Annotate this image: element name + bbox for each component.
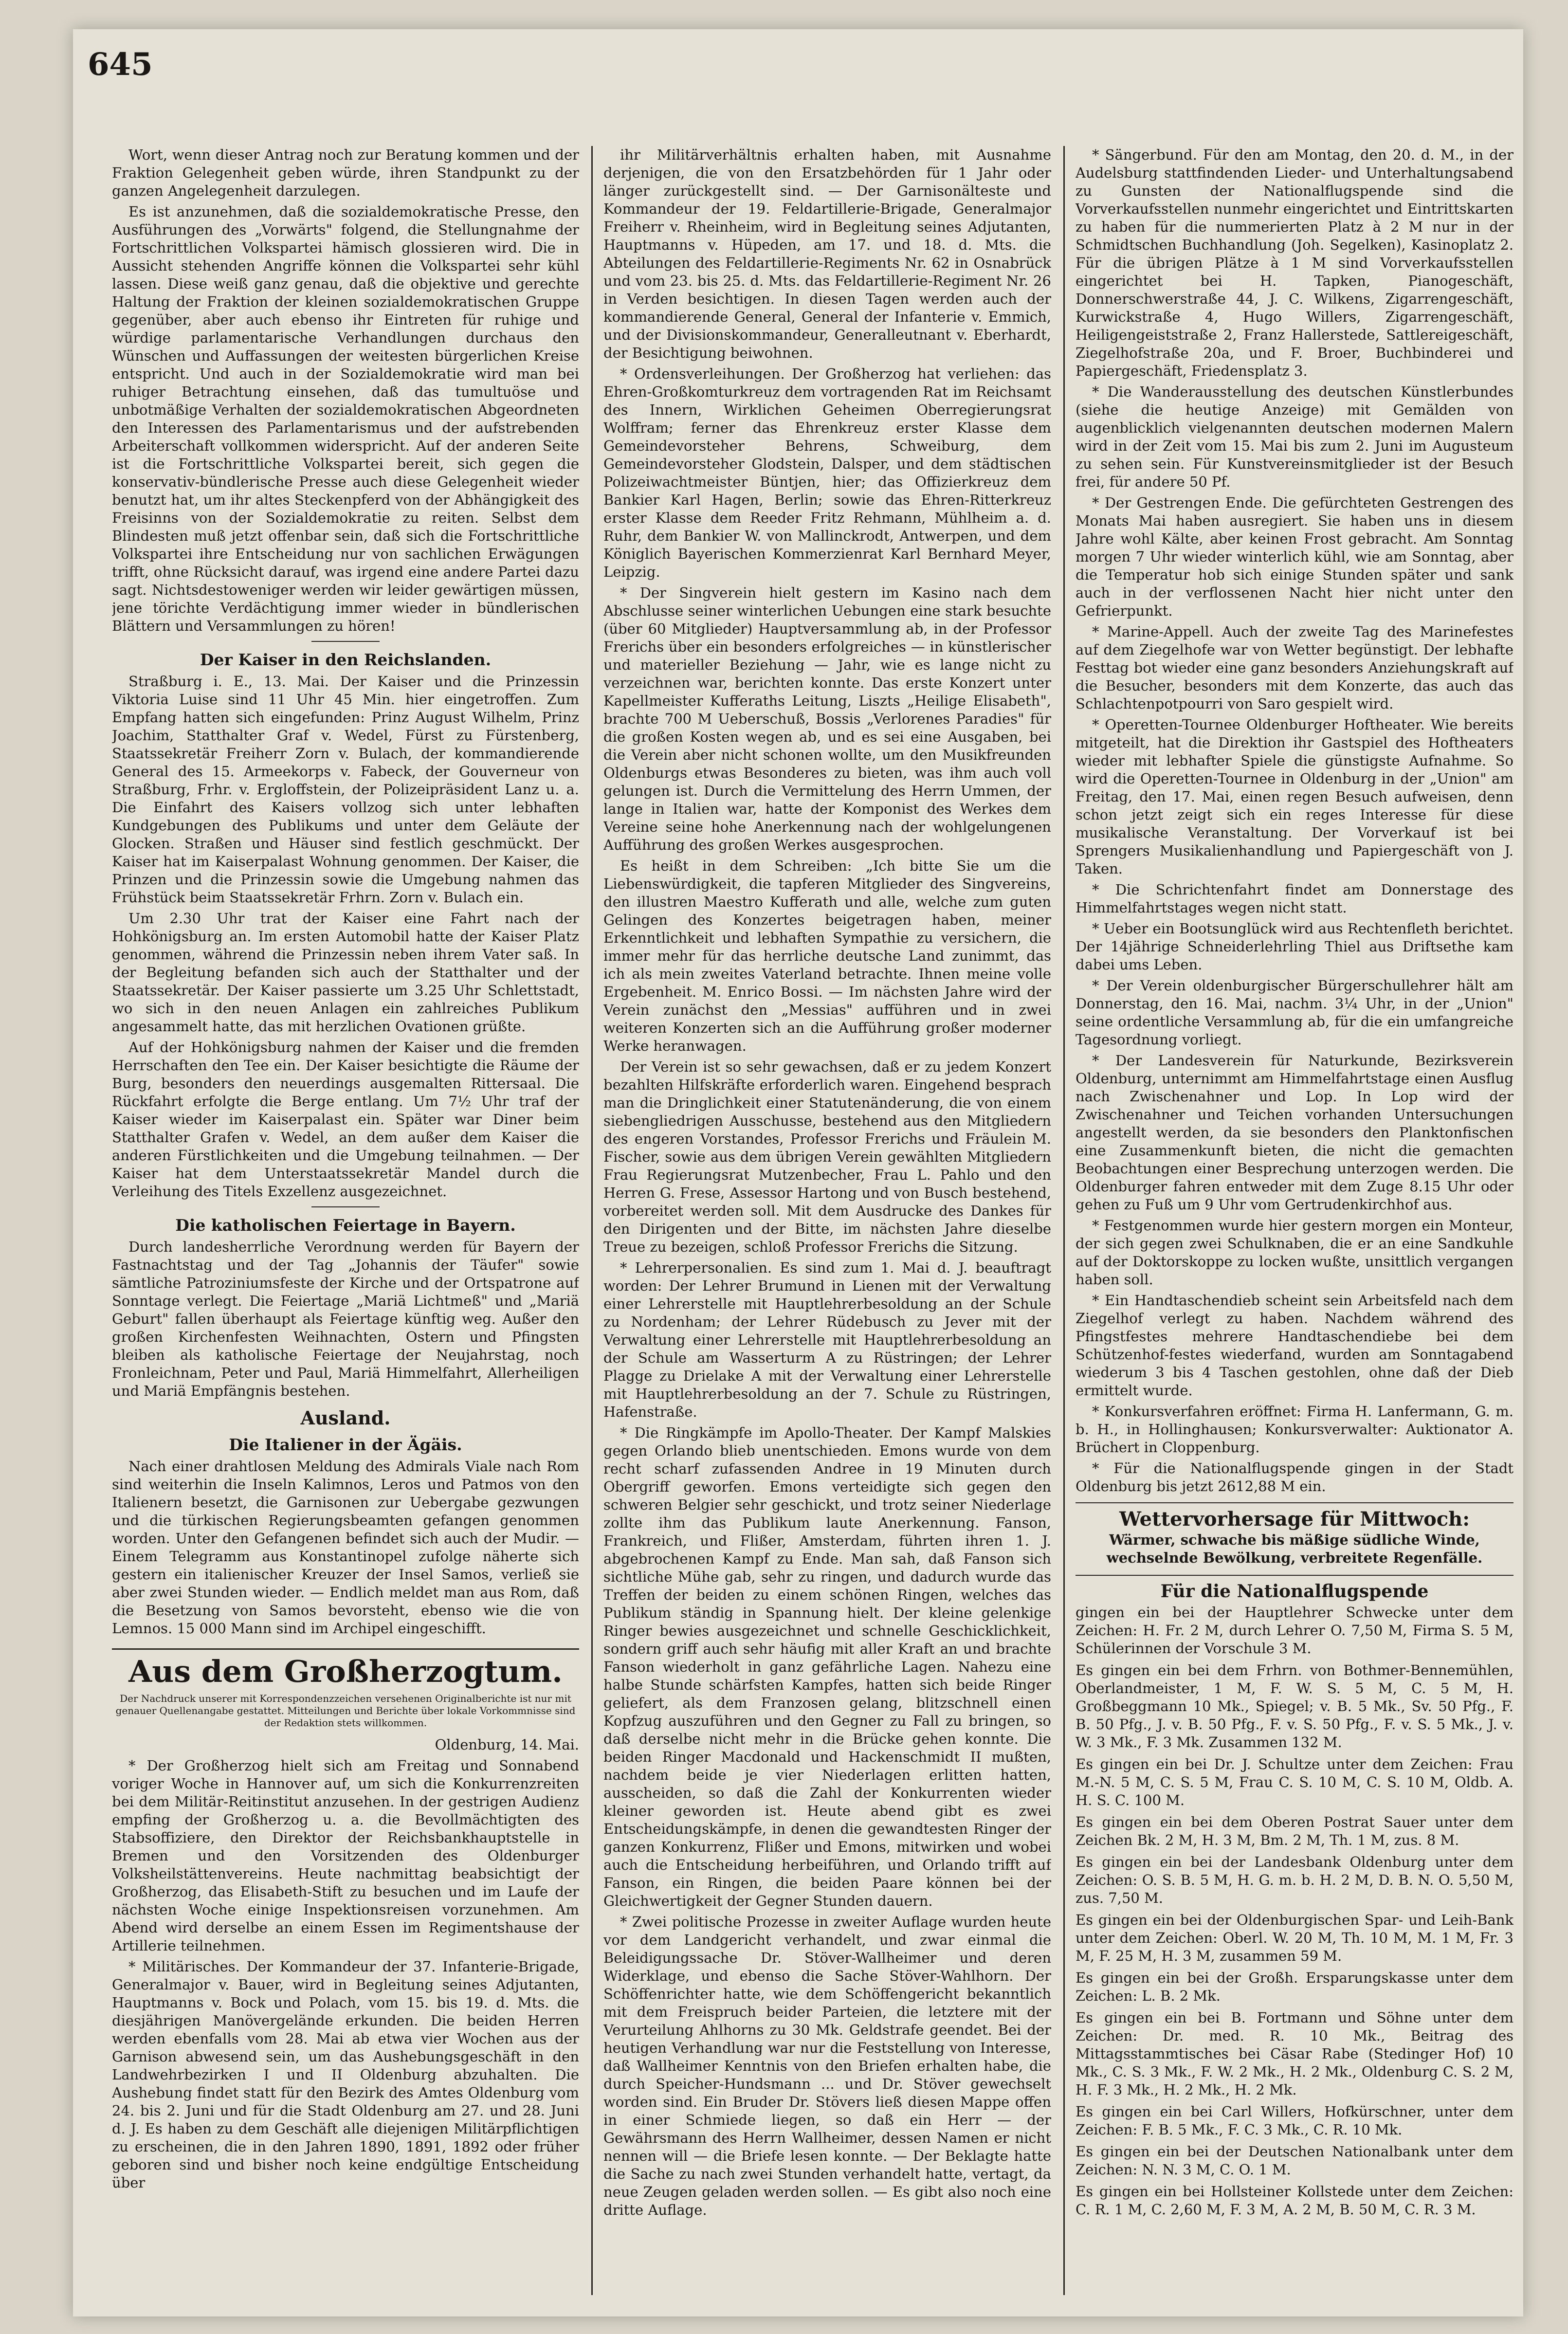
- article-paragraph: * Militärisches. Der Kommandeur der 37. Infanterie-Brigade, Generalmajor v. Bauer, wird in Begleitung seines Adjutanten, Hauptmanns v. Bock und Polach, vom 15. bis 19. d. Mts. die diesjährigen Manövergelände erkunden. Die beiden Herren werden ebenfalls vom 28. Mai ab etwa vier Wochen aus der Garnison abwesend sein, um das Aushebungsgeschäft in den Landwehrbezirken I und II Oldenburg abzuhalten. Die Aushebung findet statt für den Bezirk des Amtes Oldenburg vom 24. bis 2. Juni und für die Stadt Oldenburg am 27. und 28. Juni d. J. Es haben zu dem Geschäft alle diejenigen Militärpflichtigen zu erscheinen, die in den Jahren 1890, 1891, 1892 oder früher geboren sind und bisher noch keine endgültige Entscheidung über: [112, 1958, 579, 2191]
- donation-entry: Es gingen ein bei Carl Willers, Hofkürschner, unter dem Zeichen: F. B. 5 Mk., F. C. 3 Mk., C. R. 10 Mk.: [1076, 2103, 1513, 2138]
- section-heading: Für die Nationalflugspende: [1160, 1581, 1429, 1602]
- section-heading: Ausland.: [300, 1407, 391, 1429]
- weather-forecast: Wärmer, schwache bis mäßige südliche Winde, wechselnde Bewölkung, verbreitete Regenfälle.: [1106, 1532, 1483, 1566]
- article-paragraph: * Der Gestrengen Ende. Die gefürchteten Gestrengen des Monats Mai haben ausregiert. Sie haben uns in diesem Jahre wohl Kälte, aber keinen Frost gebracht. Am Sonntag morgen 7 Uhr wieder winterlich kühl, wie am Sonntag, aber die Temperatur hob sich einige Stunden später und sank auch in der verflossenen Nacht hier nicht unter den Gefrierpunkt.: [1076, 494, 1513, 619]
- article-paragraph: Es ist anzunehmen, daß die sozialdemokratische Presse, den Ausführungen des „Vorwärts" folgend, die Stellungnahme der Fortschrittlichen Volkspartei hämisch glossieren wird. Die in Aussicht stehenden Angriffe können die Volkspartei sehr kühl lassen. Diese weiß ganz genau, daß die objektive und gerechte Haltung der Fraktion der kleinen sozialdemokratischen Gruppe gegenüber, aber auch ebenso ihr Eintreten für ruhige und würdige parlamentarische Verhandlungen durchaus den Wünschen und Auffassungen der weitesten bürgerlichen Kreise entspricht. Und auch in der Sozialdemokratie wird man bei ruhiger Betrachtung einsehen, daß das tumultuöse und unbotmäßige Verhalten der sozialdemokratischen Abgeordneten den Interessen des Parlamentarismus und der aufstrebenden Arbeiterschaft vollkommen widerspricht. Auf der anderen Seite ist die Fortschrittliche Volkspartei bereit, sich gegen die konservativ-bündlerische Presse auch diese Gelegenheit wieder benutzt hat, um ihr altes Steckenpferd von der Abhängigkeit des Freisinns von der Sozialdemokratie zu reiten. Selbst dem Blindesten muß jetzt offenbar sein, daß sich die Fortschrittliche Volkspartei ihre Entscheidung nur von sachlichen Erwägungen trifft, ohne Rücksicht darauf, was irgend eine andere Partei dazu sagt. Nichtsdestoweniger werden wir leider gewärtigen müssen, jene törichte Verdächtigung immer wieder in bündlerischen Blättern und Versammlungen zu hören!: [112, 203, 579, 634]
- article-paragraph: Auf der Hohkönigsburg nahmen der Kaiser und die fremden Herrschaften den Tee ein. Der Kaiser besichtigte die Räume der Burg, besonders den neuerdings ausgemalten Rittersaal. Die Rückfahrt erfolgte die Berge entlang. Um 7½ Uhr traf der Kaiser wieder im Kaiserpalast ein. Später war Diner beim Statthalter Grafen v. Wedel, an dem außer dem Kaiser die anderen Fürstlichkeiten und die Umgebung teilnahmen. — Der Kaiser hat dem Unterstaatssekretär Mandel durch die Verleihung des Titels Exzellenz ausgezeichnet.: [112, 1039, 579, 1200]
- article-paragraph: * Ueber ein Bootsunglück wird aus Rechtenfleth berichtet. Der 14jährige Schneiderlehrling Thiel aus Driftsethe kam dabei ums Leben.: [1076, 920, 1513, 973]
- donation-entry: Es gingen ein bei dem Oberen Postrat Sauer unter dem Zeichen Bk. 2 M, H. 3 M, Bm. 2 M, Th. 1 M, zus. 8 M.: [1076, 1814, 1513, 1848]
- article-paragraph: Es heißt in dem Schreiben: „Ich bitte Sie um die Liebenswürdigkeit, die tapferen Mitglieder des Singvereins, den illustren Maestro Kufferath und alle, welche zum guten Gelingen des Konzertes beigetragen haben, meiner Erkenntlichkeit und lebhaften Sympathie zu versichern, die immer mehr für das herrliche deutsche Land zunimmt, das ich als mein zweites Vaterland betrachte. Ihnen meine volle Ergebenheit. M. Enrico Bossi. — Im nächsten Jahre wird der Verein zunächst den „Messias" aufführen und in zwei weiteren Konzerten sich an die Aufführung großer moderner Werke heranwagen.: [603, 857, 1051, 1054]
- weather-heading: Wettervorhersage für Mittwoch:: [1119, 1508, 1470, 1531]
- article-paragraph: * Zwei politische Prozesse in zweiter Auflage wurden heute vor dem Landgericht verhandelt, und zwar einmal die Beleidigungssache Dr. Stöver-Wallheimer und deren Widerklage, und ebenso die Sache Stöver-Wahlhorn. Der Schöffenrichter hatte, wie dem Schöffengericht bekanntlich mit dem Freispruch beider Parteien, die letztere mit der Verurteilung Ahlhorns zu 30 Mk. Geldstrafe geendet. Bei der heutigen Verhandlung war nur die Feststellung von Interesse, daß Wallheimer Kenntnis von den Briefen erhalten habe, die durch Speicher-Hundsmann ... und Dr. Stöver gewechselt worden sind. Ein Bruder Dr. Stövers ließ diesen Mappe offen in einer Schmiede liegen, so daß ein Herr — der Gewährsmann des Herrn Wallheimer, dessen Namen er nicht nennen will — die Briefe lesen konnte. — Der Beklagte hatte die Sache zu nach zwei Stunden verhandelt hatte, vertagt, da neue Zeugen geladen werden sollen. — Es gibt also noch eine dritte Auflage.: [603, 1914, 1051, 2218]
- article-paragraph: Der Verein ist so sehr gewachsen, daß er zu jedem Konzert bezahlten Hilfskräfte erforderlich waren. Eingehend besprach man die Dringlichkeit einer Statutenänderung, die von einem siebengliedrigen Ausschusse, bestehend aus den Mitgliedern des engeren Vorstandes, Professor Frerichs und Fräulein M. Fischer, sowie aus dem übrigen Verein gewählten Mitgliedern Frau Regierungsrat Mutzenbecher, Frau L. Pahlo und den Herren G. Frese, Assessor Hartong und von Busch bestehend, vorbereitet werden soll. Mit dem Ausdrucke des Dankes für den Dirigenten und der Bitte, im nächsten Jahre dieselbe Treue zu bezeigen, schloß Professor Frerichs die Sitzung.: [603, 1058, 1051, 1255]
- article-paragraph: Um 2.30 Uhr trat der Kaiser eine Fahrt nach der Hohkönigsburg an. Im ersten Automobil hatte der Kaiser Platz genommen, während die Prinzessin neben ihrem Vater saß. In der Begleitung befanden sich auch der Statthalter und der Staatssekretär. Der Kaiser passierte um 3.25 Uhr Schlettstadt, wo sich in den neuen Anlagen ein zahlreiches Publikum angesammelt hatte, das mit herzlichen Ovationen grüßte.: [112, 910, 579, 1035]
- donation-entry: Es gingen ein bei der Oldenburgischen Spar- und Leih-Bank unter dem Zeichen: Oberl. W. 20 M, Th. 10 M, M. 1 M, Fr. 3 M, F. 25 M, H. 3 M, zusammen 59 M.: [1076, 1912, 1513, 1964]
- donation-entry: Es gingen ein bei B. Fortmann und Söhne unter dem Zeichen: Dr. med. R. 10 Mk., Beitrag des Mittagsstammtisches bei Cäsar Rabe (Stedinger Hof) 10 Mk., C. S. 3 Mk., F. W. 2 Mk., H. 2 Mk., Oldenburg C. S. 2 M, H. F. 3 Mk., H. 2 Mk., H. 2 Mk.: [1076, 2009, 1513, 2098]
- column-rule: [591, 146, 593, 2295]
- column-left: [112, 146, 579, 2295]
- article-paragraph: * Operetten-Tournee Oldenburger Hoftheater. Wie bereits mitgeteilt, hat die Direktion ihr Gastspiel des Hoftheaters wieder mit lebhafter Spiele die günstigste Aufnahme. So wird die Operetten-Tournee in Oldenburg in der „Union" am Freitag, den 17. Mai, einen regen Besuch aufweisen, denn schon jetzt zeigt sich ein reges Interesse für diese musikalische Veranstaltung. Der Vorverkauf ist bei Sprengers Musikalienhandlung und Papiergeschäft von J. Taken.: [1076, 716, 1513, 877]
- article-paragraph: * Ein Handtaschendieb scheint sein Arbeitsfeld nach dem Ziegelhof verlegt zu haben. Nachdem während des Pfingstfestes mehrere Handtaschendiebe bei dem Schützenhof-festes wiederfand, wurden am Sonntagabend wiederum 3 bis 4 Taschen gestohlen, ohne daß der Dieb ermittelt wurde.: [1076, 1292, 1513, 1399]
- donation-entry: Es gingen ein bei dem Frhrn. von Bothmer-Bennemühlen, Oberlandmeister, 1 M, F. W. S. 5 M, C. 5 M, H. Großbeggmann 10 Mk., Spiegel; v. B. 5 Mk., Sv. 50 Pfg., F. B. 50 Pfg., J. v. B. 50 Pfg., F. v. S. 50 Pfg., F. v. S. 5 Mk., J. v. W. 3 Mk., F. 3 Mk. Zusammen 132 M.: [1076, 1662, 1513, 1750]
- section-heading: Der Kaiser in den Reichslanden.: [200, 650, 492, 669]
- article-paragraph: * Ordensverleihungen. Der Großherzog hat verliehen: das Ehren-Großkomturkreuz dem vortragenden Rat im Reichsamt des Innern, Wirklichen Geheimen Oberregierungsrat Wolffram; ferner das Ehrenkreuz erster Klasse dem Gemeindevorsteher Behrens, Schweiburg, dem Gemeindevorsteher Glodstein, Dalsper, und dem städtischen Polizeiwachtmeister Büntjen, hier; das Offizierkreuz dem Bankier Karl Hagen, Berlin; sowie das Ehren-Ritterkreuz erster Klasse dem Reeder Fritz Rehmann, Mühlheim a. d. Ruhr, dem Bankier W. von Mallinckrodt, Antwerpen, und dem Königlich Bayerischen Kommerzienrat Karl Bernhard Meyer, Leipzig.: [603, 365, 1051, 580]
- section-subheading: Die Italiener in der Ägäis.: [229, 1435, 462, 1454]
- article-paragraph: Wort, wenn dieser Antrag noch zur Beratung kommen und der Fraktion Gelegenheit geben würde, ihren Standpunkt zu der ganzen Angelegenheit darzulegen.: [112, 146, 579, 199]
- article-paragraph: * Die Schrichtenfahrt findet am Donnerstage des Himmelfahrtstages wegen nicht statt.: [1076, 881, 1513, 916]
- divider: [311, 1206, 380, 1207]
- donation-entry: Es gingen ein bei der Großh. Ersparungskasse unter dem Zeichen: L. B. 2 Mk.: [1076, 1969, 1513, 2004]
- donation-entry: Es gingen ein bei Dr. J. Schultze unter dem Zeichen: Frau M.-N. 5 M, C. S. 5 M, Frau C. S. 10 M, C. S. 10 M, Oldb. A. H. S. C. 100 M.: [1076, 1756, 1513, 1808]
- donation-entry: Es gingen ein bei der Deutschen Nationalbank unter dem Zeichen: N. N. 3 M, C. O. 1 M.: [1076, 2143, 1513, 2178]
- article-paragraph: Straßburg i. E., 13. Mai. Der Kaiser und die Prinzessin Viktoria Luise sind 11 Uhr 45 Min. hier eingetroffen. Zum Empfang hatten sich eingefunden: Prinz August Wilhelm, Prinz Joachim, Statthalter Graf v. Wedel, Fürst zu Fürstenberg, Staatssekretär Freiherr Zorn v. Bulach, der kommandierende General des 15. Armeekorps v. Fabeck, der Gouverneur von Straßburg, Frhr. v. Ergloffstein, der Polizeipräsident Lanz u. a. Die Einfahrt des Kaisers vollzog sich unter lebhaften Kundgebungen des Publikums und unter dem Geläute der Glocken. Straßen und Häuser sind festlich geschmückt. Der Kaiser hat im Kaiserpalast Wohnung genommen. Der Kaiser, die Prinzen und die Prinzessin sowie die Umgebung nahmen das Frühstück beim Staatssekretär Frhrn. Zorn v. Bulach ein.: [112, 673, 579, 906]
- section-heading: Die katholischen Feiertage in Bayern.: [175, 1216, 516, 1235]
- article-paragraph: * Die Ringkämpfe im Apollo-Theater. Der Kampf Malskies gegen Orlando blieb unentschieden. Emons wurde von dem recht scharf zufassenden Andree in 19 Minuten durch Obergriff geworfen. Emons verteidigte sich gegen den schweren Belgier sehr geschickt, und trotz seiner Niederlage zollte ihm das Publikum laute Anerkennung. Fanson, Frankreich, und Flißer, Amsterdam, führten ihren 1. J. abgebrochenen Kampf zu Ende. Man sah, daß Fanson sich sichtliche Mühe gab, sehr zu ringen, und dadurch wurde das Treffen der beiden zu einem schönen Ringen, welches das Publikum ständig in Spannung hielt. Der kleine gelenkige Ringer bewies ausgezeichnet und schnelle Geschicklichkeit, sondern griff auch sehr häufig mit aller Kraft an und brachte Fanson wiederholt in ganz gefährliche Lagen. Nahezu eine halbe Stunde schärfsten Kampfes, hatten sich beide Ringer geliefert, als dem Franzosen gelang, blitzschnell einen Kopfzug auszuführen und den Gegner zu Fall zu bringen, so daß derselbe nicht mehr in die Brücke gehen konnte. Die beiden Ringer Macdonald und Hackenschmidt II mußten, nachdem beide je vier Niederlagen erlitten hatten, ausscheiden, so daß die Zahl der Konkurrenten wieder kleiner geworden ist. Heute abend gibt es zwei Entscheidungskämpfe, in denen die gewandtesten Ringer der ganzen Konkurrenz, Flißer und Emons, mitwirken und wobei auch die Entscheidung herbeiführen, und Orlando trifft auf Fanson, ein Ringen, die beiden Paare können bei der Gleichwertigkeit der Gegner Stunden dauern.: [603, 1424, 1051, 1909]
- divider: [1076, 1575, 1513, 1576]
- donation-entry: gingen ein bei der Hauptlehrer Schwecke unter dem Zeichen: H. Fr. 2 M, durch Lehrer O. 7,50 M, Firma S. 5 M, Schülerinnen der Vorschule 3 M.: [1076, 1604, 1513, 1657]
- article-paragraph: Durch landesherrliche Verordnung werden für Bayern der Fastnachtstag und der Tag „Johannis der Täufer" sowie sämtliche Patroziniumsfeste der Kirche und der Ortspatrone auf Sonntage verlegt. Die Feiertage „Mariä Lichtmeß" und „Mariä Geburt" fallen überhaupt als Feiertage künftig weg. Außer den großen Kirchenfesten Weihnachten, Ostern und Pfingsten bleiben als katholische Feiertage der Neujahrstag, noch Fronleichnam, Peter und Paul, Mariä Himmelfahrt, Allerheiligen und Mariä Empfängnis bestehen.: [112, 1239, 579, 1399]
- article-paragraph: * Festgenommen wurde hier gestern morgen ein Monteur, der sich gegen zwei Schulknaben, die er an eine Sandkuhle auf der Doktorskoppe zu locken wußte, unsittlich vergangen haben soll.: [1076, 1217, 1513, 1288]
- column-rule: [1063, 146, 1065, 2295]
- article-paragraph: ihr Militärverhältnis erhalten haben, mit Ausnahme derjenigen, die von den Ersatzbehörden für 1 Jahr oder länger zurückgestellt sind. — Der Garnisonälteste und Kommandeur der 19. Feldartillerie-Brigade, Generalmajor Freiherr v. Rheinheim, wird in Begleitung seines Adjutanten, Hauptmanns v. Hüpeden, am 17. und 18. d. Mts. die Abteilungen des Feldartillerie-Regiments Nr. 62 in Osnabrück und vom 23. bis 25. d. Mts. das Feldartillerie-Regiment Nr. 26 in Verden besichtigen. In diesen Tagen werden auch der kommandierende General, General der Infanterie v. Emmich, und der Divisionskommandeur, Generalleutnant v. Eberhardt, der Besichtigung beiwohnen.: [603, 146, 1051, 361]
- article-paragraph: * Der Verein oldenburgischer Bürgerschullehrer hält am Donnerstag, den 16. Mai, nachm. 3¼ Uhr, in der „Union" seine ordentliche Versammlung ab, für die ein umfangreiche Tagesordnung vorliegt.: [1076, 977, 1513, 1048]
- divider: [311, 641, 380, 642]
- article-paragraph: Nach einer drahtlosen Meldung des Admirals Viale nach Rom sind weiterhin die Inseln Kalimnos, Leros und Patmos von den Italienern besetzt, die Garnisonen zur Uebergabe gezwungen und die türkischen Regierungsbeamten gefangen genommen worden. Unter den Gefangenen befindet sich auch der Mudir. — Einem Telegramm aus Konstantinopel zufolge näherte sich gestern ein italienischer Kreuzer der Insel Samos, verließ sie aber zwei Stunden wieder. — Endlich meldet man aus Rom, daß die Besetzung von Samos bevorsteht, ebenso wie die von Lemnos. 15 000 Mann sind im Archipel eingeschifft.: [112, 1458, 579, 1637]
- reprint-note: Der Nachdruck unserer mit Korrespondenzzeichen versehenen Originalberichte ist nur mit genauer Quellenangabe gestattet. Mitteilungen und Berichte über lokale Vorkommnisse sind der Redaktion stets willkommen.: [115, 1693, 576, 1729]
- article-paragraph: * Sängerbund. Für den am Montag, den 20. d. M., in der Audelsburg stattfindenden Lieder- und Unterhaltungsabend zu Gunsten der Nationalflugspende sind die Vorverkaufsstellen nunmehr eingerichtet und Eintrittskarten zu haben für die nummerierten Platz à 2 M nur in der Schmidtschen Buchhandlung (Joh. Segelken), Kasinoplatz 2. Für die übrigen Plätze à 1 M sind Vorverkaufsstellen eingerichtet bei H. Tapken, Pianogeschäft, Donnerschwerstraße 44, J. C. Wilkens, Zigarrengeschäft, Kurwickstraße 4, Hugo Willers, Zigarrengeschäft, Heiligengeiststraße 2, Franz Hallerstede, Sattlereigeschäft, Ziegelhofstraße 20a, und F. Broer, Buchbinderei und Papiergeschäft, Friedensplatz 3.: [1076, 146, 1513, 379]
- article-paragraph: * Konkursverfahren eröffnet: Firma H. Lanfermann, G. m. b. H., in Hollinghausen; Konkursverwalter: Auktionator A. Brüchert in Cloppenburg.: [1076, 1403, 1513, 1456]
- dateline: Oldenburg, 14. Mai.: [435, 1736, 579, 1753]
- article-paragraph: * Für die Nationalflugspende gingen in der Stadt Oldenburg bis jetzt 2612,88 M ein.: [1076, 1460, 1513, 1495]
- donation-list: [1076, 1604, 1513, 2219]
- article-paragraph: * Die Wanderausstellung des deutschen Künstlerbundes (siehe die heutige Anzeige) mit Gemälden von augenblicklich vielgenannten deutschen modernen Malern wird in der Zeit vom 15. Mai bis zum 2. Juni im Augusteum zu sehen sein. Für Kunstvereinsmitglieder ist der Besuch frei, für andere 50 Pf.: [1076, 383, 1513, 490]
- article-paragraph: * Der Landesverein für Naturkunde, Bezirksverein Oldenburg, unternimmt am Himmelfahrtstage einen Ausflug nach Zwischenahner und Lop. In Lop wird der Zwischenahner und Teichen vorhanden Untersuchungen angestellt werden, da sie besonders den Planktonfischen eine Zusammenkunft bieten, die nicht die gemachten Beobachtungen einer Besprechung unterzogen werden. Die Oldenburger fahren entweder mit dem Zuge 8.15 Uhr oder gehen zu Fuß um 9 Uhr vom Gertrudenkirchhof aus.: [1076, 1052, 1513, 1213]
- donation-entry: Es gingen ein bei Hollsteiner Kollstede unter dem Zeichen: C. R. 1 M, C. 2,60 M, F. 3 M, A. 2 M, B. 50 M, C. R. 3 M.: [1076, 2183, 1513, 2218]
- section-heading-large: Aus dem Großherzogtum.: [112, 1648, 579, 1689]
- page-number: 645: [88, 46, 153, 83]
- column-right: [1076, 146, 1513, 2295]
- column-middle: [603, 146, 1051, 2295]
- divider: [1076, 1502, 1513, 1503]
- article-paragraph: * Lehrerpersonalien. Es sind zum 1. Mai d. J. beauftragt worden: Der Lehrer Brumund in Lienen mit der Verwaltung einer Lehrerstelle mit Hauptlehrerbesoldung an der Schule zu Nordenham; der Lehrer Rüdebusch zu Jever mit der Verwaltung einer Lehrerstelle mit Hauptlehrerbesoldung an der Schule am Wasserturm A zu Rüstringen; der Lehrer Plagge zu Drielake A mit der Verwaltung einer Lehrerstelle mit Hauptlehrerbesoldung an der 7. Schule zu Rüstringen, Hafenstraße.: [603, 1259, 1051, 1420]
- article-paragraph: * Der Singverein hielt gestern im Kasino nach dem Abschlusse seiner winterlichen Uebungen eine stark besuchte (über 60 Mitglieder) Hauptversammlung ab, in der Professor Frerichs über ein besonders erfolgreiches — in künstlerischer und materieller Beziehung — Jahr, wie es lange nicht zu verzeichnen war, berichten konnte. Das erste Konzert unter Kapellmeister Kufferaths Leitung, Liszts „Heilige Elisabeth", brachte 700 M Ueberschuß, Bossis „Verlorenes Paradies" für die großen Kosten wegen ab, und es sei eine Ausgaben, bei die Verein aber nicht schonen wollte, um den Musikfreunden Oldenburgs etwas Besonderes zu bieten, was ihm auch voll gelungen ist. Durch die Vermittelung des Herrn Ummen, der lange in Italien war, hatte der Komponist des Werkes dem Vereine seine hohe Anerkennung nach der wohlgelungenen Aufführung des großen Werkes ausgesprochen.: [603, 584, 1051, 853]
- article-paragraph: * Der Großherzog hielt sich am Freitag und Sonnabend voriger Woche in Hannover auf, um sich die Konkurrenzreiten bei dem Militär-Reitinstitut anzusehen. In der gestrigen Audienz empfing der Großherzog u. a. die Bevollmächtigten des Stabsoffiziere, den Direktor der Reichsbankhauptstelle in Bremen und den Vorsitzenden des Oldenburger Volksheilstättenvereins. Heute nachmittag beabsichtigt der Großherzog, das Elisabeth-Stift zu besuchen und im Laufe der nächsten Woche einige Inspektionsreisen vorzunehmen. Am Abend wird derselbe an einem Essen im Regimentshause der Artillerie teilnehmen.: [112, 1757, 579, 1954]
- article-paragraph: * Marine-Appell. Auch der zweite Tag des Marinefestes auf dem Ziegelhofe war von Wetter begünstigt. Der lebhafte Festtag bot wieder eine ganz besonders Anziehungskraft auf die Besucher, besonders mit dem Konzerte, das auch das Schlachtenpotpourri von Saro gespielt wird.: [1076, 623, 1513, 712]
- donation-entry: Es gingen ein bei der Landesbank Oldenburg unter dem Zeichen: O. S. B. 5 M, H. G. m. b. H. 2 M, D. B. N. O. 5,50 M, zus. 7,50 M.: [1076, 1854, 1513, 1906]
